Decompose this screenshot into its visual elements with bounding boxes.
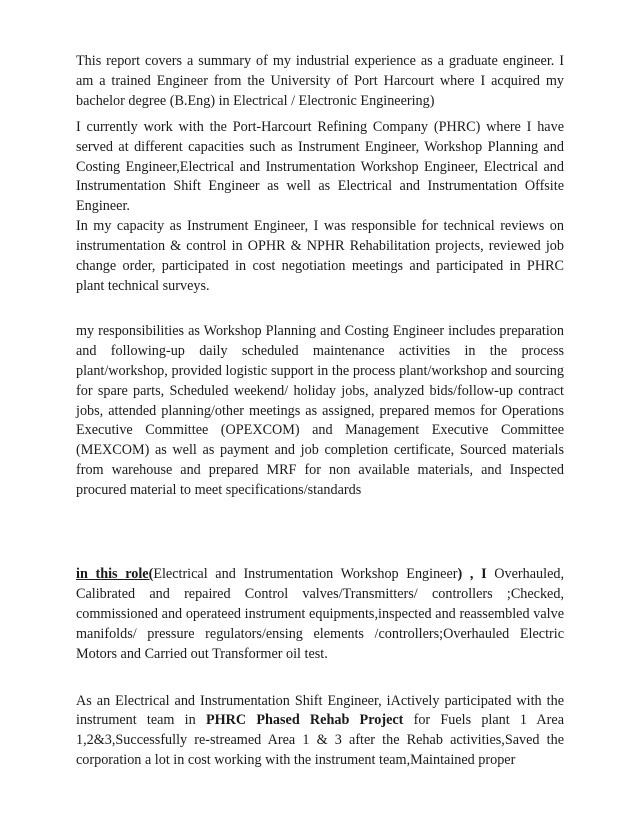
paragraph-workshop-engineer (76, 565, 564, 665)
shift-before-text: As an Electrical and Instrumentation Shift Engineer, iActively participated with the instrument team in (76, 692, 564, 729)
paragraph-instrument-engineer: In my capacity as Instrument Engineer, I was responsible for technical reviews on instrumentation & control in OPHR & NPHR Rehabilitation projects, reviewed job change order, participated in cost negotiation meetings and participated in PHRC plant technical surveys. (76, 218, 564, 294)
role-lead-text: in this role( (76, 566, 154, 583)
role-name-text: Electrical and Instrumentation Workshop Engineer (153, 566, 458, 583)
paragraph-intro: This report covers a summary of my industrial experience as a graduate engineer. I am a trained Engineer from the University of Port Harcourt where I acquired my bachelor degree (B.Eng) in Electrical / Electronic Engineering) (76, 53, 564, 109)
paragraph-workshop-planning: my responsibilities as Workshop Planning and Costing Engineer includes preparation and following-up daily scheduled maintenance activities in the process plant/workshop, provided logistic support in the process plant/workshop and sourcing for spare parts, Scheduled weekend/ holiday jobs, analyzed bids/follow-up contract jobs, attended planning/other meetings as assigned, prepared memos for Operations Executive Committee (OPEXCOM) and Management Executive Committee (MEXCOM) as well as payment and job completion certificate, Sourced materials from warehouse and prepared MRF for non available materials, and Inspected procured material to meet specifications/standards (76, 322, 564, 499)
role-close-text: ) , I (457, 566, 487, 583)
project-name-text: PHRC Phased Rehab Project (205, 712, 404, 729)
paragraph-current-role: I currently work with the Port-Harcourt Refining Company (PHRC) where I have served at different capacities such as Instrument Engineer, Workshop Planning and Costing Engineer,Electrical and Instrumentation Workshop Engineer, Electrical and Instrumentation Shift Engineer as well as Electrical and Instrumentation Offsite Engineer. (76, 118, 564, 215)
document-body (76, 52, 564, 771)
shift-after-text: for Fuels plant 1 Area 1,2&3,Successfully re-streamed Area 1 & 3 after the Rehab activities,Saved the corporation a lot in cost working with the instrument team,Maintained proper (76, 712, 564, 769)
paragraph-shift-engineer (76, 692, 564, 772)
role-body-text: Overhauled, Calibrated and repaired Control valves/Transmitters/ controllers ;Checked, commissioned and operateed instrument equipments,inspected and reassembled valve manifolds/ pressure regulators/ensing elements /controllers;Overhauled Electric Motors and Carried out Transformer oil test. (76, 566, 565, 662)
